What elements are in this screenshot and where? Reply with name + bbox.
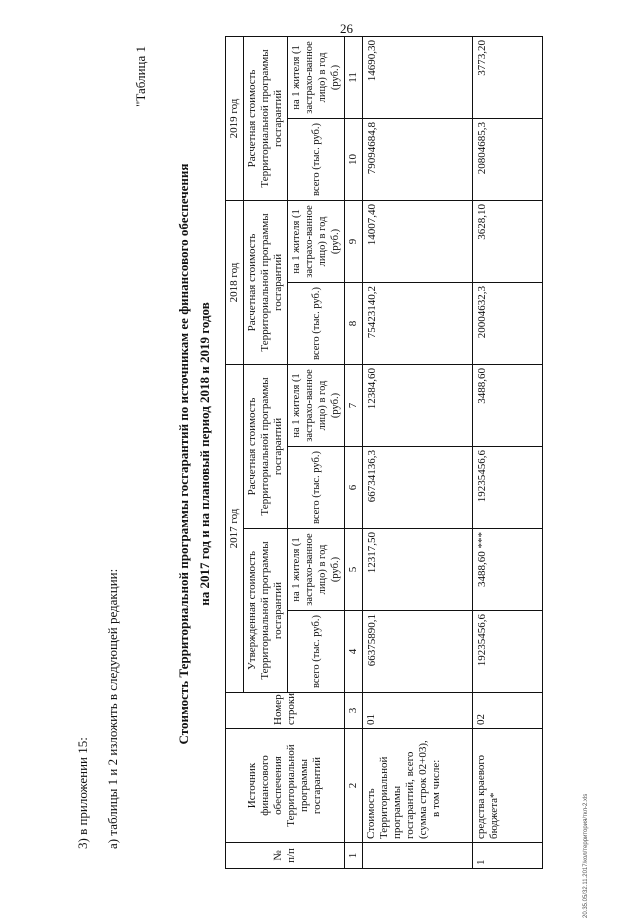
cell-value: 12317,50 [363, 529, 473, 611]
column-number: 8 [345, 282, 363, 364]
column-number: 1 [345, 843, 363, 869]
cell-value: 19235456,6 [473, 611, 543, 693]
document-title-line-2: на 2017 год и на плановый период 2018 и 2019 годов [197, 302, 212, 606]
page-number: 26 [340, 21, 353, 36]
cell-value: 3488,60 *** [473, 529, 543, 611]
header-2019: 2019 год [226, 36, 244, 200]
header-2017-approved: Утвержденная стоимость Территориальной программы госгарантий [244, 529, 288, 693]
cell-value: 79094684,8 [363, 118, 473, 200]
table-label: "Таблица 1 [133, 46, 148, 107]
table-row [473, 36, 543, 868]
column-number: 6 [345, 447, 363, 529]
header-source: Источник финансового обеспечения Территориальной программы госгарантий [226, 729, 345, 843]
column-number-row [345, 36, 363, 868]
row-source-sub: в том числе: [430, 759, 442, 817]
column-number: 9 [345, 200, 363, 282]
header-2018-calc: Расчетная стоимость Территориальной программы госгарантий [244, 200, 288, 364]
cell-value: 12384,60 [363, 364, 473, 446]
column-number: 4 [345, 611, 363, 693]
row-source-text: средства краевого бюджета* [475, 754, 500, 839]
column-number: 3 [345, 693, 363, 729]
cell-value: 19235456,6 [473, 447, 543, 529]
column-number: 2 [345, 729, 363, 843]
header-row-years [226, 36, 244, 868]
column-number: 11 [345, 36, 363, 118]
cell-value: 66734136,3 [363, 447, 473, 529]
intro-line-2: а) таблицы 1 и 2 изложить в следующей редакции: [105, 568, 120, 849]
cell-value: 66375890,1 [363, 611, 473, 693]
row-num: 1 [473, 843, 543, 869]
cost-table [225, 36, 543, 869]
cell-value: 14007,40 [363, 200, 473, 282]
header-per-capita: на 1 жителя (1 застрахо-ванное лицо) в год (руб.) [288, 364, 345, 446]
header-total: всего (тыс. руб.) [288, 282, 345, 364]
cell-value: 3628,10 [473, 200, 543, 282]
document-title-line-1: Стоимость Территориальной программы госгарантий по источникам ее финансового обеспечения [176, 163, 191, 745]
row-source [473, 729, 543, 843]
row-num [363, 843, 473, 869]
cell-value: 3488,60 [473, 364, 543, 446]
row-number: 01 [363, 693, 473, 729]
cell-value: 20004632,3 [473, 282, 543, 364]
header-per-capita: на 1 жителя (1 застрахо-ванное лицо) в год (руб.) [288, 529, 345, 611]
intro-line-1: 3) в приложении 15: [75, 737, 90, 849]
header-per-capita: на 1 жителя (1 застрахо-ванное лицо) в год (руб.) [288, 200, 345, 282]
row-number: 02 [473, 693, 543, 729]
cell-value: 14690,30 [363, 36, 473, 118]
cell-value: 20804685,3 [473, 118, 543, 200]
file-path-stamp: 20.35.05/32.11.2017/кол/территория/ткл-2.xls [583, 793, 589, 918]
cell-value: 3773,20 [473, 36, 543, 118]
header-2018: 2018 год [226, 200, 244, 364]
row-source [363, 729, 473, 843]
column-number: 10 [345, 118, 363, 200]
header-row-number: Номер строки [226, 693, 345, 729]
header-total: всего (тыс. руб.) [288, 447, 345, 529]
header-2017-calc: Расчетная стоимость Территориальной программы госгарантий [244, 364, 288, 528]
header-2019-calc: Расчетная стоимость Территориальной программы госгарантий [244, 36, 288, 200]
column-number: 7 [345, 364, 363, 446]
row-source-text: Стоимость Территориальной программы госгарантий, всего (сумма строк 02+03), [365, 740, 429, 839]
rotated-page-content [73, 34, 593, 874]
column-number: 5 [345, 529, 363, 611]
header-total: всего (тыс. руб.) [288, 118, 345, 200]
header-num: № п/п [226, 843, 345, 869]
header-2017: 2017 год [226, 364, 244, 692]
cell-value: 75423140,2 [363, 282, 473, 364]
header-total: всего (тыс. руб.) [288, 611, 345, 693]
table-row [363, 36, 473, 868]
header-per-capita: на 1 жителя (1 застрахо-ванное лицо) в год (руб.) [288, 36, 345, 118]
